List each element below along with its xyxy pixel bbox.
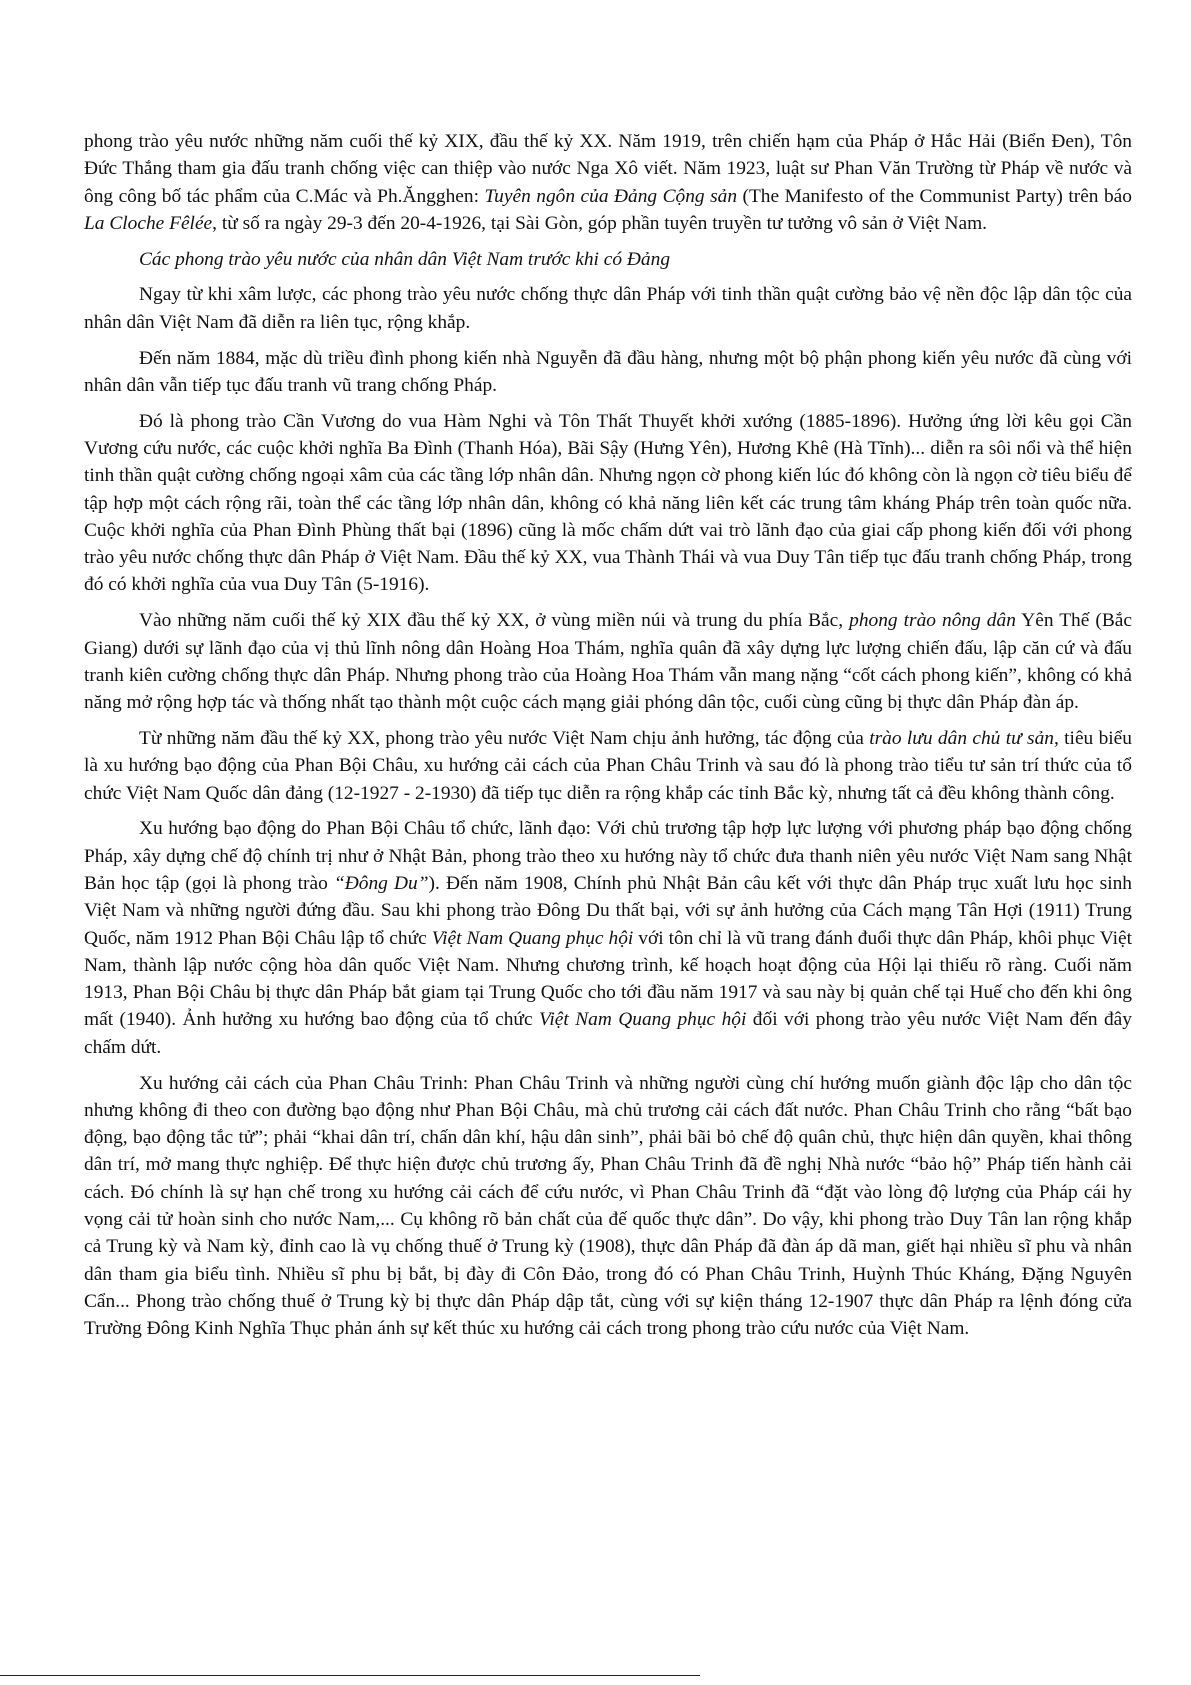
text-run: , tiêu biểu là xu hướng bạo động của Phan Bội Châu, xu hướng cải cách của Phan Châu Trinh và sau đó là phong trào tiểu tư sản trí thức của tổ chức Việt Nam Quốc dân đảng (12-1927 - 2-1930) đã tiếp tục diễn ra rộng khắp các tỉnh Bắc kỳ, nhưng tất cả đều không thành công. bbox=[84, 727, 1132, 804]
text-run: Yên Thế (Bắc Giang) dưới sự lãnh đạo của vị thủ lĩnh nông dân Hoàng Hoa Thám, nghĩa quân đã xây dựng lực lượng chiến đấu, lập căn cứ và đấu tranh kiên cường chống thực dân Pháp. Nhưng phong trào của Hoàng Hoa Thám vẫn mang nặng “cốt cách phong kiến”, không có khả năng mở rộng hợp tác và thống nhất tạo thành một cuộc cách mạng giải phóng dân tộc, cuối cùng cũng bị thực dân Pháp đàn áp. bbox=[84, 610, 1132, 714]
text-run: với tôn chỉ là vũ trang đánh đuổi thực dân Pháp, khôi phục Việt Nam, thành lập nước cộng hòa dân quốc Việt Nam. Nhưng chương trình, kế hoạch hoạt động của Hội lại thiếu rõ ràng. Cuối năm 1913, Phan Bội Châu bị thực dân Pháp bắt giam tại Trung Quốc cho tới đầu năm 1917 và sau này bị quản chế tại Huế cho đến khi ông mất (1940). Ảnh hưởng xu hướng bao động của tổ chức bbox=[84, 927, 1132, 1031]
text-run: Từ những năm đầu thế kỷ XX, phong trào yêu nước Việt Nam chịu ảnh hưởng, tác động của bbox=[139, 727, 870, 749]
paragraph-5 bbox=[84, 607, 1132, 716]
paragraph-0 bbox=[84, 128, 1132, 237]
paragraph-3 bbox=[84, 345, 1132, 400]
emphasis-text: Việt Nam Quang phục hội bbox=[431, 927, 634, 949]
text-run: Ngay từ khi xâm lược, các phong trào yêu nước chống thực dân Pháp với tinh thần quật cường bảo vệ nền độc lập dân tộc của nhân dân Việt Nam đã diễn ra liên tục, rộng khắp. bbox=[84, 284, 1132, 333]
text-run: Xu hướng bạo động do Phan Bội Châu tổ chức, lãnh đạo: Với chủ trương tập hợp lực lượng với phương pháp bạo động chống Pháp, xây dựng chế độ chính trị như ở Nhật Bản, phong trào theo xu hướng này tổ chức đưa thanh niên yêu nước Việt Nam sang Nhật Bản học tập (gọi là phong trào bbox=[84, 818, 1132, 894]
document-page bbox=[84, 128, 1132, 1351]
emphasis-text: phong trào nông dân bbox=[849, 610, 1016, 632]
heading-text: Các phong trào yêu nước của nhân dân Việt Nam trước khi có Đảng bbox=[139, 248, 671, 270]
section-heading bbox=[84, 246, 1132, 273]
text-run: (The Manifesto of the Communist Party) trên báo bbox=[737, 185, 1132, 207]
paragraph-6 bbox=[84, 725, 1132, 807]
paragraph-7 bbox=[84, 815, 1132, 1061]
paragraph-8 bbox=[84, 1070, 1132, 1343]
paragraph-4 bbox=[84, 408, 1132, 599]
text-run: Đó là phong trào Cần Vương do vua Hàm Nghi và Tôn Thất Thuyết khởi xướng (1885-1896). Hưởng ứng lời kêu gọi Cần Vương cứu nước, các cuộc khởi nghĩa Ba Đình (Thanh Hóa), Bãi Sậy (Hưng Yên), Hương Khê (Hà Tĩnh)... diễn ra sôi nổi và thể hiện tinh thần quật cường chống ngoại xâm của các tầng lớp nhân dân. Nhưng ngọn cờ phong kiến lúc đó không còn là ngọn cờ tiêu biểu để tập hợp một cách rộng rãi, toàn thể các tầng lớp nhân dân, không có khả năng liên kết các trung tâm kháng Pháp trên toàn quốc nữa. Cuộc khởi nghĩa của Phan Đình Phùng thất bại (1896) cũng là mốc chấm dứt vai trò lãnh đạo của giai cấp phong kiến đối với phong trào yêu nước chống thực dân Pháp ở Việt Nam. Đầu thế kỷ XX, vua Thành Thái và vua Duy Tân tiếp tục đấu tranh chống Pháp, trong đó có khởi nghĩa của vua Duy Tân (5-1916). bbox=[84, 410, 1132, 596]
emphasis-text: Việt Nam Quang phục hội bbox=[538, 1009, 747, 1031]
emphasis-text: trào lưu dân chủ tư sản bbox=[869, 727, 1054, 749]
footer-rule bbox=[0, 1675, 700, 1676]
text-run: , từ số ra ngày 29-3 đến 20-4-1926, tại Sài Gòn, góp phần tuyên truyền tư tưởng vô sản ở Việt Nam. bbox=[212, 212, 988, 234]
text-run: ). Đến năm 1908, Chính phủ Nhật Bản câu kết với thực dân Pháp trục xuất lưu học sinh Việt Nam và những người đứng đầu. Sau khi phong trào Đông Du thất bại, với sự ảnh hưởng của Cách mạng Tân Hợi (1911) Trung Quốc, năm 1912 Phan Bội Châu lập tổ chức bbox=[84, 872, 1132, 949]
text-run: đối với phong trào yêu nước Việt Nam đến đây chấm dứt. bbox=[84, 1009, 1132, 1058]
text-run: phong trào yêu nước những năm cuối thế kỷ XIX, đầu thế kỷ XX. Năm 1919, trên chiến hạm của Pháp ở Hắc Hải (Biển Đen), Tôn Đức Thắng tham gia đấu tranh chống việc can thiệp vào nước Nga Xô viết. Năm 1923, luật sư Phan Văn Trường từ Pháp về nước và ông công bố tác phẩm của C.Mác và Ph.Ăngghen: bbox=[84, 131, 1132, 207]
text-run: Vào những năm cuối thế kỷ XIX đầu thế kỷ XX, ở vùng miền núi và trung du phía Bắc, bbox=[139, 610, 850, 632]
emphasis-text: “Đông Du” bbox=[333, 872, 429, 894]
text-run: Đến năm 1884, mặc dù triều đình phong kiến nhà Nguyễn đã đầu hàng, nhưng một bộ phận phong kiến yêu nước đã cùng với nhân dân vẫn tiếp tục đấu tranh vũ trang chống Pháp. bbox=[84, 347, 1132, 396]
text-run: Xu hướng cải cách của Phan Châu Trinh: Phan Châu Trinh và những người cùng chí hướng muốn giành độc lập cho dân tộc nhưng không đi theo con đường bạo động như Phan Bội Châu, mà chủ trương cải cách đất nước. Phan Châu Trinh cho rằng “bất bạo động, bạo động tắc tử”; phải “khai dân trí, chấn dân khí, hậu dân sinh”, phải bãi bỏ chế độ quân chủ, thực hiện dân quyền, khai thông dân trí, mở mang thực nghiệp. Để thực hiện được chủ trương ấy, Phan Châu Trinh đã đề nghị Nhà nước “bảo hộ” Pháp tiến hành cải cách. Đó chính là sự hạn chế trong xu hướng cải cách để cứu nước, vì Phan Châu Trinh đã “đặt vào lòng độ lượng của Pháp cái hy vọng cải tử hoàn sinh cho nước Nam,... Cụ không rõ bản chất của đế quốc thực dân”. Do vậy, khi phong trào Duy Tân lan rộng khắp cả Trung kỳ và Nam kỳ, đỉnh cao là vụ chống thuế ở Trung kỳ (1908), thực dân Pháp đã đàn áp dã man, giết hại nhiều sĩ phu và nhân dân tham gia biểu tình. Nhiều sĩ phu bị bắt, bị đày đi Côn Đảo, trong đó có Phan Châu Trinh, Huỳnh Thúc Kháng, Đặng Nguyên Cẩn... Phong trào chống thuế ở Trung kỳ bị thực dân Pháp dập tắt, cùng với sự kiện tháng 12-1907 thực dân Pháp ra lệnh đóng cửa Trường Đông Kinh Nghĩa Thục phản ánh sự kết thúc xu hướng cải cách trong phong trào cứu nước của Việt Nam. bbox=[84, 1072, 1132, 1340]
book-title: Tuyên ngôn của Đảng Cộng sản bbox=[484, 185, 738, 207]
newspaper-title: La Cloche Fêlée bbox=[84, 212, 213, 234]
paragraph-2 bbox=[84, 281, 1132, 336]
